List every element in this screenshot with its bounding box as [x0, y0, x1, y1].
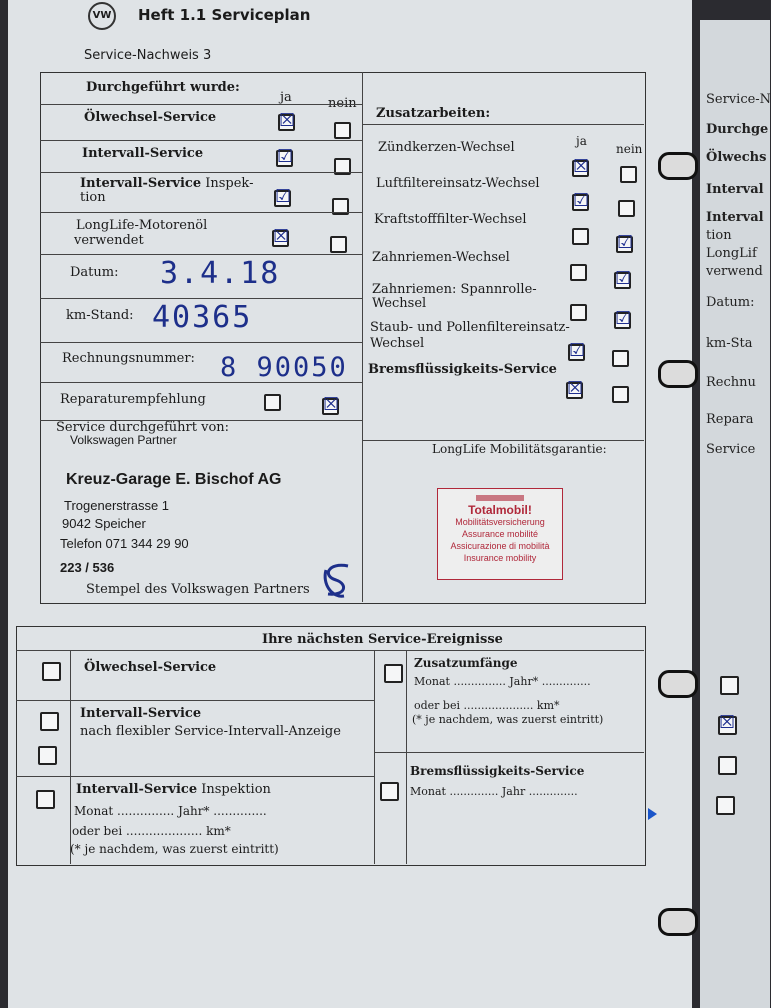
item-oelwechsel: Ölwechsel-Service [84, 110, 217, 125]
right-page-text: Ölwechs [706, 150, 767, 165]
row-divider [40, 298, 362, 299]
checkbox-next-brems[interactable] [380, 782, 399, 801]
row-divider [16, 650, 644, 651]
next-zusatz-note: (* je nachdem, was zuerst eintritt) [412, 713, 604, 726]
next-inspektion-monat: Monat ............... Jahr* .............. [74, 804, 267, 818]
item-intervall-inspektion-line2: tion [80, 190, 106, 205]
zusatz-pollenfilter-line2: Wechsel [370, 336, 425, 351]
row-divider [362, 124, 644, 125]
badge-title: Totalmobil! [468, 503, 532, 517]
checkbox-reparatur-nein[interactable]: ☒ [323, 394, 340, 415]
next-page [700, 20, 770, 1008]
column-divider [374, 650, 375, 864]
datum-label: Datum: [70, 265, 119, 280]
checkbox-next-inspektion[interactable] [36, 790, 55, 809]
row-divider [362, 440, 644, 441]
item-intervall: Intervall-Service [82, 146, 204, 161]
totalmobil-badge [437, 488, 563, 580]
right-page-text: Durchge [706, 122, 769, 137]
col-ja-label: ja [280, 90, 292, 105]
zusatz-luftfilter: Luftfiltereinsatz-Wechsel [376, 176, 540, 191]
row-divider [374, 752, 644, 753]
row-divider [16, 776, 374, 777]
stamp-label: Stempel des Volkswagen Partners [86, 582, 310, 597]
right-page-text: km-Sta [706, 336, 753, 351]
performed-heading: Durchgeführt wurde: [86, 80, 240, 95]
row-divider [40, 104, 362, 105]
checkbox-luftfilter-nein[interactable] [618, 200, 635, 217]
next-zusatz-title: Zusatzumfänge [414, 656, 518, 670]
checkbox-brems-nein[interactable] [612, 386, 629, 403]
badge-line: Assicurazione di mobilità [450, 541, 550, 551]
right-page-text: verwend [706, 264, 763, 279]
badge-line: Assurance mobilité [461, 529, 539, 539]
checkbox-zuendkerzen-nein[interactable] [620, 166, 637, 183]
column-divider [406, 650, 407, 864]
checkbox-luftfilter-ja[interactable]: ☑ [573, 190, 590, 211]
next-oel-label: Ölwechsel-Service [84, 660, 217, 675]
vw-logo: VW [88, 2, 116, 30]
right-page-text: Repara [706, 412, 754, 427]
page-title: Heft 1.1 Serviceplan [138, 6, 311, 24]
next-service-title: Ihre nächsten Service-Ereignisse [262, 632, 503, 647]
checkbox-right-page[interactable] [716, 796, 735, 815]
km-value: 40365 [152, 300, 253, 335]
signature-mark [318, 560, 358, 602]
right-page-text: Interval [706, 182, 764, 197]
checkbox-brems-ja[interactable]: ☒ [567, 378, 584, 399]
row-divider [40, 140, 362, 141]
checkbox-inspektion-ja[interactable]: ☑ [275, 186, 292, 207]
durchgefuehrt-von-label: Service durchgeführt von: [56, 420, 230, 435]
right-page-text: Service [706, 442, 756, 457]
section-subtitle: Service-Nachweis 3 [84, 48, 212, 63]
right-page-text: tion [706, 228, 732, 243]
zusatz-col-nein: nein [616, 142, 643, 156]
checkbox-right-page[interactable] [718, 756, 737, 775]
garage-name: Kreuz-Garage E. Bischof AG [66, 471, 282, 488]
binder-ring [658, 152, 698, 180]
next-intervall-label: Intervall-Service [80, 706, 202, 721]
checkbox-next-oel[interactable] [42, 662, 61, 681]
next-brems-monat: Monat .............. Jahr .............. [410, 785, 578, 798]
checkbox-next-intervall[interactable] [40, 712, 59, 731]
next-zusatz-monat: Monat ............... Jahr* .............. [414, 675, 591, 688]
row-divider [40, 172, 362, 173]
row-divider [16, 700, 374, 701]
partner-label: Volkswagen Partner [70, 433, 177, 447]
zusatz-pollenfilter: Staub- und Pollenfiltereinsatz- [370, 320, 570, 335]
right-page-text: LongLif [706, 246, 757, 261]
checkbox-longlife-ja[interactable]: ☒ [273, 226, 290, 247]
checkbox-zahnriemen-ja[interactable] [570, 264, 587, 281]
address-line2: 9042 Speicher [62, 516, 146, 531]
zusatz-bremsfluessigkeit: Bremsflüssigkeits-Service [368, 362, 557, 377]
badge-line: Insurance mobility [463, 553, 537, 563]
checkbox-next-intervall-2[interactable] [38, 746, 57, 765]
checkbox-oel-ja[interactable]: ☒ [279, 110, 296, 131]
checkbox-longlife-nein[interactable] [330, 236, 347, 253]
badge-bar [476, 495, 524, 501]
zusatz-col-ja: ja [576, 134, 587, 148]
checkbox-next-zusatz[interactable] [384, 664, 403, 683]
row-divider [40, 254, 362, 255]
page-arrow-icon [648, 808, 657, 820]
badge-line: Mobilitätsversicherung [455, 517, 545, 527]
checkbox-spannrolle-nein[interactable]: ☑ [615, 308, 632, 329]
checkbox-kraftstoff-ja[interactable] [572, 228, 589, 245]
row-divider [40, 342, 362, 343]
checkbox-zahnriemen-nein[interactable]: ☑ [615, 268, 632, 289]
checkbox-pollenfilter-nein[interactable] [612, 350, 629, 367]
item-longlife-oel-line2: verwendet [74, 233, 144, 248]
checkbox-oel-nein[interactable] [334, 122, 351, 139]
next-intervall-sub: nach flexibler Service-Intervall-Anzeige [80, 724, 341, 739]
col-nein-label: nein [328, 96, 357, 111]
longlife-label: LongLife Mobilitätsgarantie: [432, 442, 607, 456]
rechnung-label: Rechnungsnummer: [62, 351, 195, 366]
next-inspektion-label: Intervall-Service Inspektion [76, 782, 271, 797]
checkbox-right-page[interactable]: ☒ [719, 712, 736, 733]
right-page-text: Interval [706, 210, 764, 225]
right-page-text: Datum: [706, 295, 755, 310]
checkbox-pollenfilter-ja[interactable]: ☑ [569, 340, 586, 361]
checkbox-kraftstoff-nein[interactable]: ☑ [617, 232, 634, 253]
zusatz-zuendkerzen: Zündkerzen-Wechsel [378, 140, 515, 155]
datum-value: 3.4.18 [160, 256, 281, 291]
binder-ring [658, 908, 698, 936]
item-longlife-oel: LongLife-Motorenöl [76, 218, 208, 233]
item-intervall-inspektion: Intervall-Service Inspek- [80, 176, 254, 191]
zusatz-zahnriemen: Zahnriemen-Wechsel [372, 250, 510, 265]
right-page-text: Rechnu [706, 375, 756, 390]
next-brems-title: Bremsflüssigkeits-Service [410, 764, 585, 778]
row-divider [40, 382, 362, 383]
binder-ring [658, 360, 698, 388]
checkbox-intervall-ja[interactable]: ☑ [277, 146, 294, 167]
next-inspektion-km: oder bei .................... km* [72, 824, 231, 838]
partner-code: 223 / 536 [60, 560, 115, 575]
checkbox-right-page[interactable] [720, 676, 739, 695]
next-inspektion-footnote: (* je nachdem, was zuerst eintritt) [70, 842, 279, 856]
right-page-text: Service-N [706, 92, 771, 107]
column-divider [70, 650, 71, 864]
next-zusatz-km: oder bei .................... km* [414, 699, 560, 712]
binder-ring [658, 670, 698, 698]
km-label: km-Stand: [66, 308, 134, 323]
checkbox-spannrolle-ja[interactable] [570, 304, 587, 321]
reparatur-label: Reparaturempfehlung [60, 392, 206, 407]
zusatz-kraftstofffilter: Kraftstofffilter-Wechsel [374, 212, 527, 227]
rechnung-value: 8 90050 [220, 352, 348, 383]
zusatz-spannrolle-line2: Wechsel [372, 296, 427, 311]
row-divider [40, 212, 362, 213]
phone: Telefon 071 344 29 90 [60, 536, 189, 551]
zusatz-spannrolle: Zahnriemen: Spannrolle- [372, 282, 537, 297]
address-line1: Trogenerstrasse 1 [64, 498, 170, 513]
zusatz-heading: Zusatzarbeiten: [376, 106, 491, 121]
checkbox-zuendkerzen-ja[interactable]: ☒ [573, 156, 590, 177]
checkbox-reparatur-ja[interactable] [264, 394, 281, 411]
column-divider [362, 72, 363, 602]
